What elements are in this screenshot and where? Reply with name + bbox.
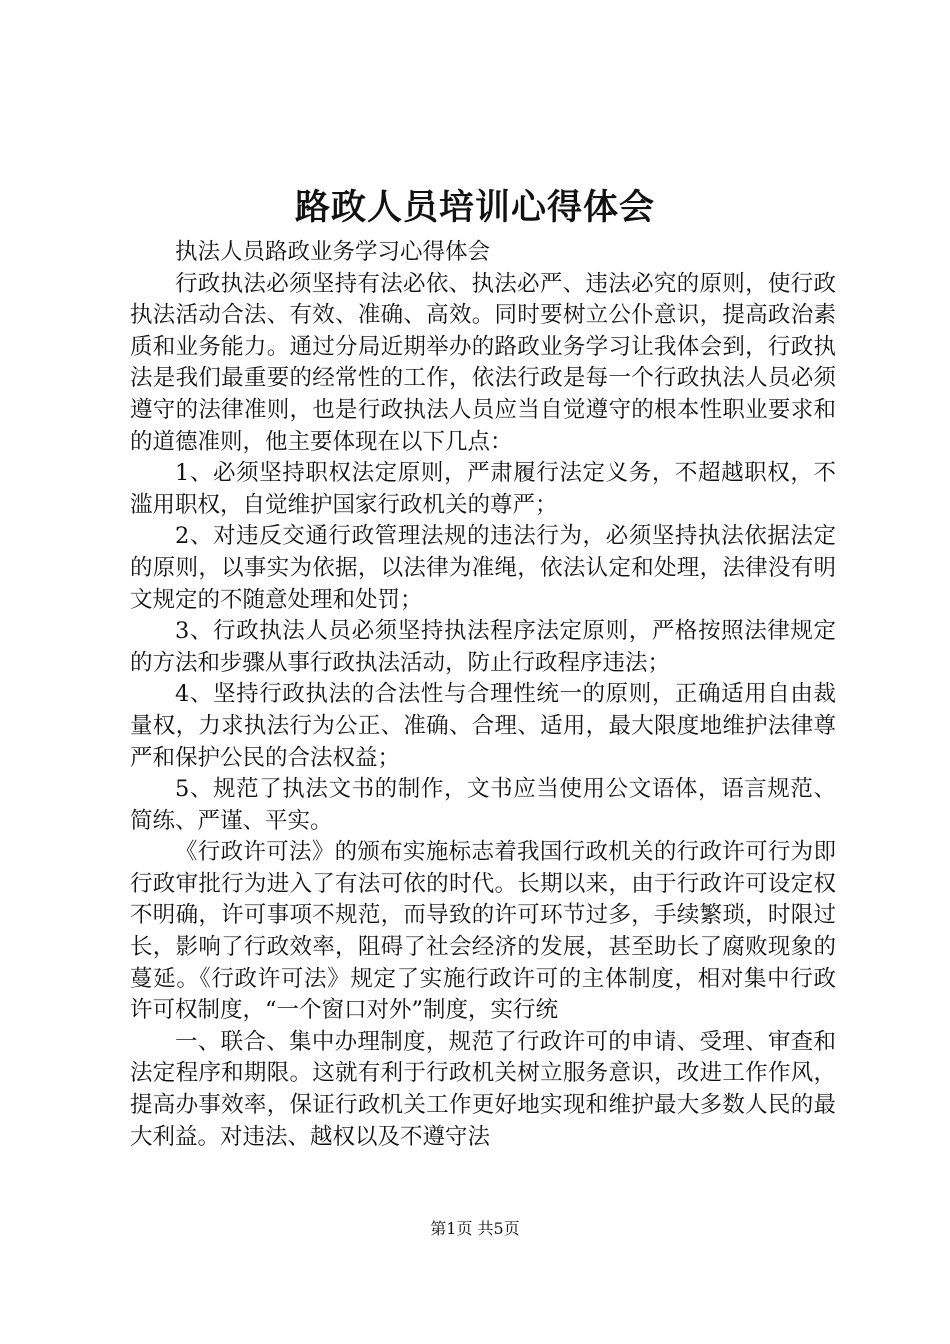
subtitle-paragraph: 执法人员路政业务学习心得体会 bbox=[175, 239, 491, 265]
point-1-paragraph: 1、必须坚持职权法定原则，严肃履行法定义务，不超越职权，不滥用职权，自觉维护国家行政机关的尊严； bbox=[130, 460, 836, 518]
point-2-paragraph: 2、对违反交通行政管理法规的违法行为，必须坚持执法依据法定的原则，以事实为依据，以法律为准绳，依法认定和处理，法律没有明文规定的不随意处理和处罚； bbox=[130, 523, 836, 613]
document-body bbox=[130, 237, 836, 1153]
point-4-paragraph: 4、坚持行政执法的合法性与合理性统一的原则，正确适用自由裁量权，力求执法行为公正、准确、合理、适用，最大限度地维护法律尊严和保护公民的合法权益； bbox=[130, 681, 836, 771]
intro-paragraph: 行政执法必须坚持有法必依、执法必严、违法必究的原则，使行政执法活动合法、有效、准确、高效。同时要树立公仆意识，提高政治素质和业务能力。通过分局近期举办的路政业务学习让我体会到，行政执法是我们最重要的经常性的工作，依法行政是每一个行政执法人员必须遵守的法律准则，也是行政执法人员应当自觉遵守的根本性职业要求和的道德准则，他主要体现在以下几点： bbox=[130, 270, 836, 455]
point-3-paragraph: 3、行政执法人员必须坚持执法程序法定原则，严格按照法律规定的方法和步骤从事行政执法活动，防止行政程序违法； bbox=[130, 618, 836, 676]
joint-processing-paragraph: 一、联合、集中办理制度，规范了行政许可的申请、受理、审查和法定程序和期限。这就有利于行政机关树立服务意识，改进工作作风，提高办事效率，保证行政机关工作更好地实现和维护最大多数人民的最大利益。对违法、越权以及不遵守法 bbox=[130, 1028, 836, 1150]
licensing-law-paragraph: 《行政许可法》的颁布实施标志着我国行政机关的行政许可行为即行政审批行为进入了有法可依的时代。长期以来，由于行政许可设定权不明确，许可事项不规范，而导致的许可环节过多，手续繁琐，时限过长，影响了行政效率，阻碍了社会经济的发展，甚至助长了腐败现象的蔓延。《行政许可法》规定了实施行政许可的主体制度，相对集中行政许可权制度，“一个窗口对外”制度，实行统 bbox=[130, 839, 836, 1024]
document-title: 路政人员培训心得体会 bbox=[294, 187, 655, 228]
page-number-footer: 第1页 共5页 bbox=[430, 1219, 520, 1238]
point-5-paragraph: 5、规范了执法文书的制作，文书应当使用公文语体，语言规范、简练、严谨、平实。 bbox=[130, 776, 836, 834]
